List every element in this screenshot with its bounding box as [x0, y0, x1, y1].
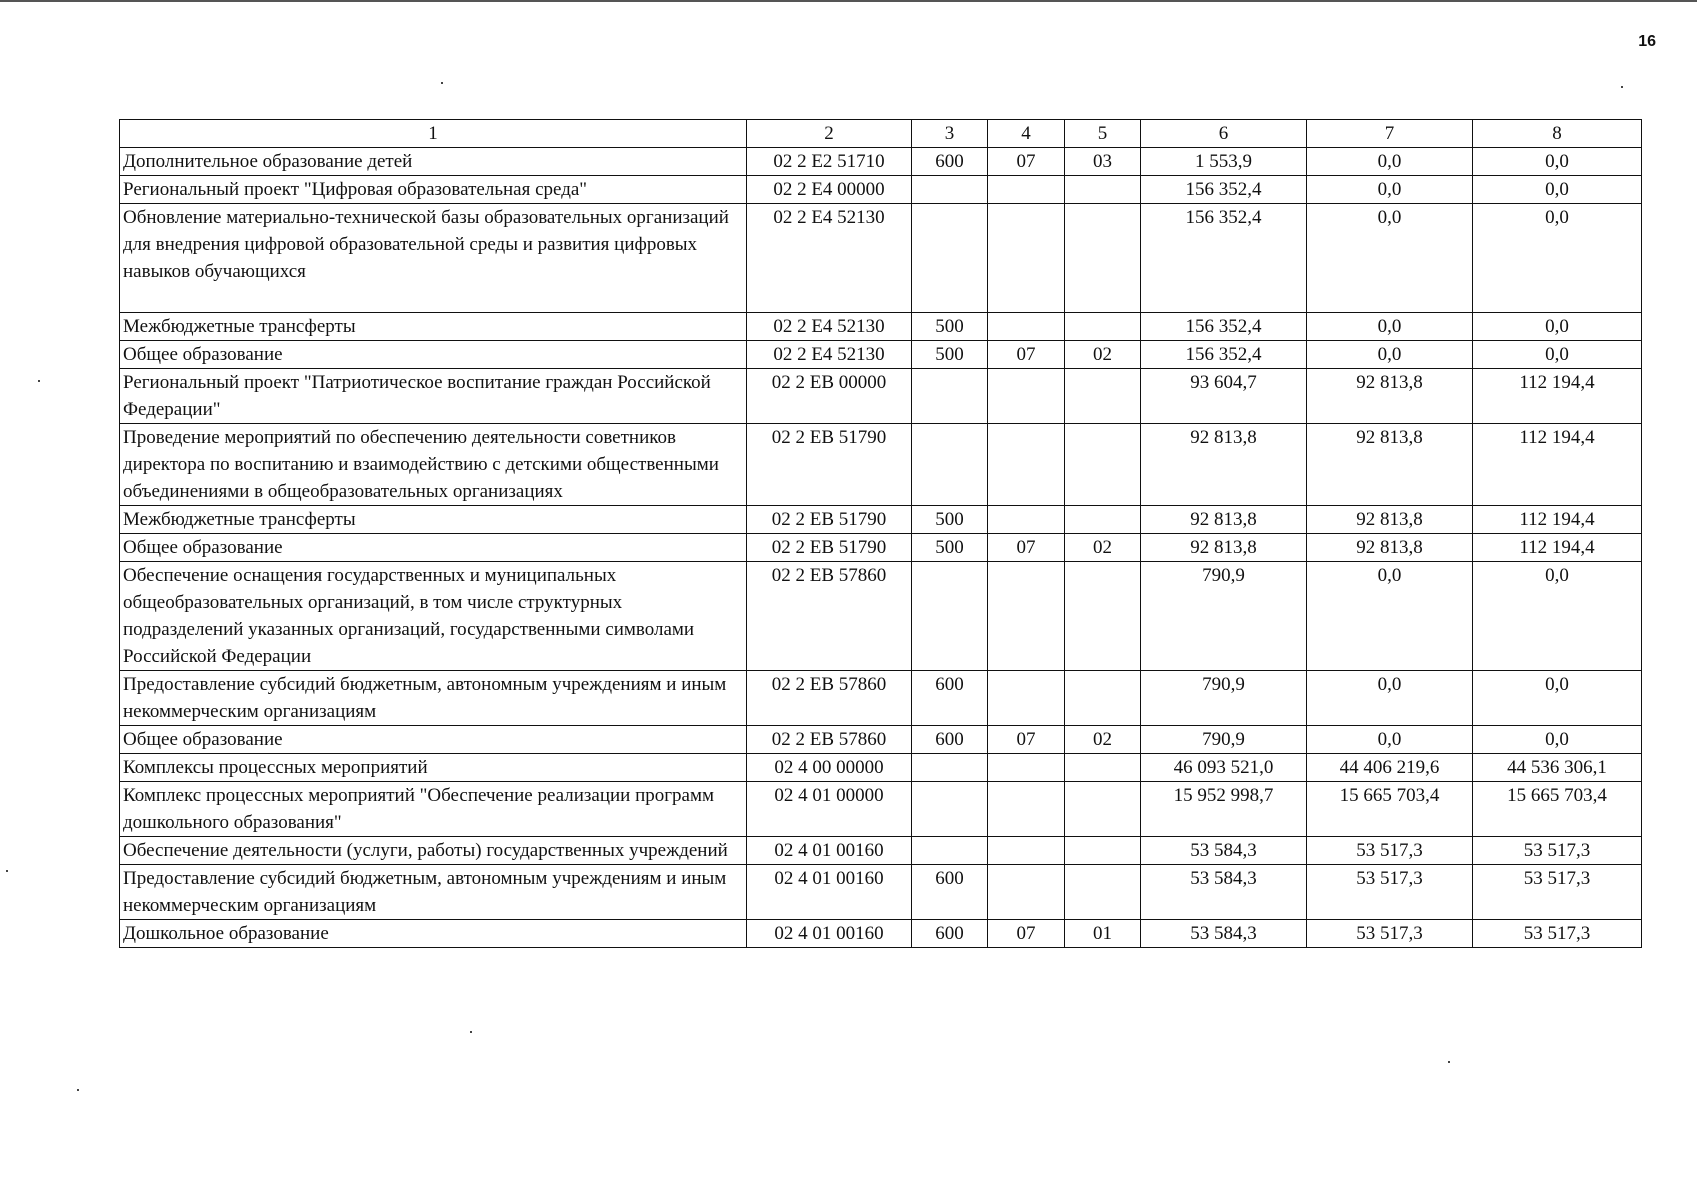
item-name-cell: Проведение мероприятий по обеспечению деятельности советников директора по воспитанию и взаимодействию с детскими общественными объединениями в общеобразовательных организациях [120, 424, 747, 506]
item-name-cell: Комплексы процессных мероприятий [120, 754, 747, 782]
expense-type-cell [912, 204, 988, 313]
amount-col-6-cell: 156 352,4 [1141, 176, 1307, 204]
amount-col-7-cell: 0,0 [1307, 204, 1473, 313]
table-row [120, 726, 1642, 754]
amount-col-8-cell: 0,0 [1473, 176, 1642, 204]
table-row [120, 148, 1642, 176]
target-code-cell: 02 2 E4 52130 [747, 313, 912, 341]
subsection-cell [1065, 865, 1141, 920]
amount-col-6-cell: 1 553,9 [1141, 148, 1307, 176]
table-row [120, 671, 1642, 726]
table-row [120, 341, 1642, 369]
target-code-cell: 02 2 E4 52130 [747, 341, 912, 369]
amount-col-8-cell: 0,0 [1473, 148, 1642, 176]
target-code-cell: 02 2 E4 52130 [747, 204, 912, 313]
table-row [120, 313, 1642, 341]
target-code-cell: 02 4 01 00160 [747, 865, 912, 920]
amount-col-6-cell: 92 813,8 [1141, 424, 1307, 506]
section-cell [988, 369, 1065, 424]
item-name-cell: Общее образование [120, 341, 747, 369]
table-row [120, 204, 1642, 313]
table-row [120, 424, 1642, 506]
subsection-cell [1065, 313, 1141, 341]
expense-type-cell: 500 [912, 534, 988, 562]
table-row [120, 782, 1642, 837]
subsection-cell: 02 [1065, 726, 1141, 754]
column-header-8: 8 [1473, 120, 1642, 148]
expense-type-cell: 500 [912, 313, 988, 341]
column-header-3: 3 [912, 120, 988, 148]
budget-table [119, 119, 1642, 948]
subsection-cell [1065, 671, 1141, 726]
column-header-5: 5 [1065, 120, 1141, 148]
amount-col-6-cell: 93 604,7 [1141, 369, 1307, 424]
scan-speck [1448, 1061, 1450, 1063]
item-name-cell: Предоставление субсидий бюджетным, автономным учреждениям и иным некоммерческим организациям [120, 865, 747, 920]
column-header-2: 2 [747, 120, 912, 148]
scan-speck [441, 82, 443, 84]
amount-col-8-cell: 15 665 703,4 [1473, 782, 1642, 837]
amount-col-6-cell: 790,9 [1141, 562, 1307, 671]
expense-type-cell: 600 [912, 148, 988, 176]
table-row [120, 837, 1642, 865]
amount-col-8-cell: 112 194,4 [1473, 369, 1642, 424]
amount-col-6-cell: 156 352,4 [1141, 313, 1307, 341]
section-cell [988, 754, 1065, 782]
table-row [120, 920, 1642, 948]
target-code-cell: 02 4 00 00000 [747, 754, 912, 782]
column-header-7: 7 [1307, 120, 1473, 148]
expense-type-cell: 500 [912, 341, 988, 369]
subsection-cell [1065, 204, 1141, 313]
subsection-cell [1065, 369, 1141, 424]
subsection-cell [1065, 754, 1141, 782]
amount-col-6-cell: 790,9 [1141, 671, 1307, 726]
expense-type-cell: 600 [912, 920, 988, 948]
target-code-cell: 02 2 E2 51710 [747, 148, 912, 176]
section-cell [988, 865, 1065, 920]
amount-col-7-cell: 92 813,8 [1307, 424, 1473, 506]
amount-col-6-cell: 53 584,3 [1141, 920, 1307, 948]
scan-speck [38, 380, 40, 382]
amount-col-7-cell: 0,0 [1307, 671, 1473, 726]
amount-col-8-cell: 112 194,4 [1473, 534, 1642, 562]
section-cell [988, 837, 1065, 865]
amount-col-8-cell: 44 536 306,1 [1473, 754, 1642, 782]
target-code-cell: 02 2 EB 51790 [747, 424, 912, 506]
amount-col-8-cell: 0,0 [1473, 726, 1642, 754]
item-name-cell: Межбюджетные трансферты [120, 313, 747, 341]
section-cell [988, 782, 1065, 837]
target-code-cell: 02 2 EB 57860 [747, 671, 912, 726]
amount-col-8-cell: 53 517,3 [1473, 837, 1642, 865]
item-name-cell: Общее образование [120, 726, 747, 754]
amount-col-8-cell: 0,0 [1473, 562, 1642, 671]
column-header-1: 1 [120, 120, 747, 148]
amount-col-8-cell: 112 194,4 [1473, 424, 1642, 506]
table-row [120, 369, 1642, 424]
amount-col-6-cell: 156 352,4 [1141, 204, 1307, 313]
table-body [120, 120, 1642, 948]
amount-col-7-cell: 0,0 [1307, 313, 1473, 341]
expense-type-cell [912, 754, 988, 782]
amount-col-6-cell: 46 093 521,0 [1141, 754, 1307, 782]
table-row [120, 534, 1642, 562]
item-name-cell: Предоставление субсидий бюджетным, автономным учреждениям и иным некоммерческим организациям [120, 671, 747, 726]
amount-col-7-cell: 53 517,3 [1307, 920, 1473, 948]
section-cell: 07 [988, 726, 1065, 754]
section-cell: 07 [988, 534, 1065, 562]
expense-type-cell: 600 [912, 865, 988, 920]
expense-type-cell: 600 [912, 726, 988, 754]
amount-col-8-cell: 112 194,4 [1473, 506, 1642, 534]
section-cell [988, 562, 1065, 671]
amount-col-7-cell: 92 813,8 [1307, 506, 1473, 534]
subsection-cell: 02 [1065, 534, 1141, 562]
expense-type-cell: 500 [912, 506, 988, 534]
amount-col-7-cell: 15 665 703,4 [1307, 782, 1473, 837]
amount-col-8-cell: 0,0 [1473, 671, 1642, 726]
section-cell [988, 506, 1065, 534]
expense-type-cell [912, 562, 988, 671]
subsection-cell: 02 [1065, 341, 1141, 369]
amount-col-7-cell: 0,0 [1307, 562, 1473, 671]
target-code-cell: 02 2 EB 57860 [747, 726, 912, 754]
section-cell [988, 204, 1065, 313]
amount-col-7-cell: 53 517,3 [1307, 865, 1473, 920]
section-cell [988, 424, 1065, 506]
expense-type-cell [912, 782, 988, 837]
expense-type-cell [912, 369, 988, 424]
target-code-cell: 02 4 01 00000 [747, 782, 912, 837]
scan-top-edge [0, 0, 1697, 2]
amount-col-8-cell: 53 517,3 [1473, 920, 1642, 948]
expense-type-cell: 600 [912, 671, 988, 726]
page-number: 16 [1638, 33, 1656, 50]
amount-col-7-cell: 0,0 [1307, 341, 1473, 369]
amount-col-7-cell: 0,0 [1307, 148, 1473, 176]
amount-col-6-cell: 156 352,4 [1141, 341, 1307, 369]
subsection-cell [1065, 506, 1141, 534]
target-code-cell: 02 2 EB 00000 [747, 369, 912, 424]
amount-col-8-cell: 0,0 [1473, 204, 1642, 313]
section-cell: 07 [988, 341, 1065, 369]
amount-col-8-cell: 0,0 [1473, 313, 1642, 341]
subsection-cell [1065, 782, 1141, 837]
amount-col-8-cell: 53 517,3 [1473, 865, 1642, 920]
scan-speck [77, 1089, 79, 1091]
section-cell: 07 [988, 920, 1065, 948]
target-code-cell: 02 4 01 00160 [747, 837, 912, 865]
amount-col-7-cell: 0,0 [1307, 726, 1473, 754]
amount-col-6-cell: 92 813,8 [1141, 506, 1307, 534]
subsection-cell [1065, 837, 1141, 865]
amount-col-7-cell: 44 406 219,6 [1307, 754, 1473, 782]
column-header-6: 6 [1141, 120, 1307, 148]
amount-col-6-cell: 15 952 998,7 [1141, 782, 1307, 837]
item-name-cell: Дошкольное образование [120, 920, 747, 948]
table-row [120, 506, 1642, 534]
scan-speck [470, 1031, 472, 1033]
subsection-cell: 01 [1065, 920, 1141, 948]
subsection-cell [1065, 562, 1141, 671]
item-name-cell: Обеспечение оснащения государственных и муниципальных общеобразовательных организаций, в том числе структурных подразделений указанных организаций, государственными символами Российской Федерации [120, 562, 747, 671]
subsection-cell [1065, 424, 1141, 506]
item-name-cell: Региональный проект "Цифровая образовательная среда" [120, 176, 747, 204]
item-name-cell: Обеспечение деятельности (услуги, работы) государственных учреждений [120, 837, 747, 865]
expense-type-cell [912, 176, 988, 204]
table-row [120, 562, 1642, 671]
scan-speck [6, 870, 8, 872]
column-number-row [120, 120, 1642, 148]
target-code-cell: 02 2 EB 57860 [747, 562, 912, 671]
subsection-cell: 03 [1065, 148, 1141, 176]
expense-type-cell [912, 837, 988, 865]
scan-speck [1621, 86, 1623, 88]
amount-col-6-cell: 790,9 [1141, 726, 1307, 754]
section-cell: 07 [988, 148, 1065, 176]
expense-type-cell [912, 424, 988, 506]
section-cell [988, 176, 1065, 204]
item-name-cell: Региональный проект "Патриотическое воспитание граждан Российской Федерации" [120, 369, 747, 424]
target-code-cell: 02 4 01 00160 [747, 920, 912, 948]
section-cell [988, 313, 1065, 341]
item-name-cell: Обновление материально-технической базы образовательных организаций для внедрения цифровой образовательной среды и развития цифровых навыков обучающихся [120, 204, 747, 313]
column-header-4: 4 [988, 120, 1065, 148]
item-name-cell: Общее образование [120, 534, 747, 562]
table-row [120, 754, 1642, 782]
target-code-cell: 02 2 EB 51790 [747, 534, 912, 562]
subsection-cell [1065, 176, 1141, 204]
amount-col-7-cell: 53 517,3 [1307, 837, 1473, 865]
target-code-cell: 02 2 E4 00000 [747, 176, 912, 204]
section-cell [988, 671, 1065, 726]
amount-col-7-cell: 92 813,8 [1307, 534, 1473, 562]
amount-col-6-cell: 53 584,3 [1141, 837, 1307, 865]
amount-col-8-cell: 0,0 [1473, 341, 1642, 369]
amount-col-6-cell: 53 584,3 [1141, 865, 1307, 920]
amount-col-6-cell: 92 813,8 [1141, 534, 1307, 562]
table-row [120, 176, 1642, 204]
item-name-cell: Межбюджетные трансферты [120, 506, 747, 534]
item-name-cell: Дополнительное образование детей [120, 148, 747, 176]
table-row [120, 865, 1642, 920]
amount-col-7-cell: 92 813,8 [1307, 369, 1473, 424]
amount-col-7-cell: 0,0 [1307, 176, 1473, 204]
target-code-cell: 02 2 EB 51790 [747, 506, 912, 534]
item-name-cell: Комплекс процессных мероприятий "Обеспечение реализации программ дошкольного образования" [120, 782, 747, 837]
